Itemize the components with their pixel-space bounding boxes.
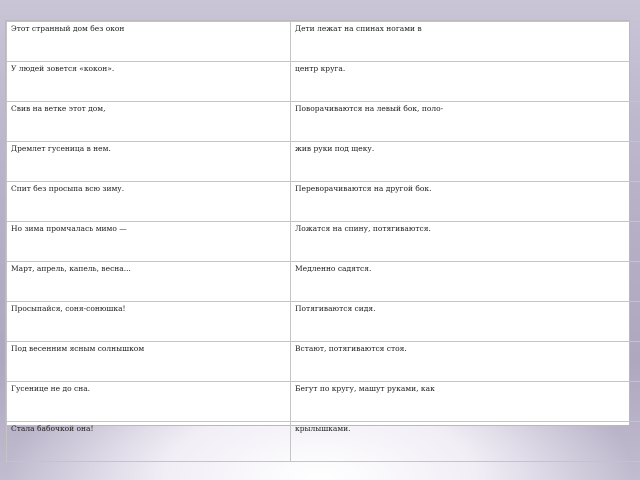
table-row xyxy=(7,62,640,102)
poem-line: Гусенице не до сна. xyxy=(7,382,291,422)
poem-line: Но зима промчалась мимо — xyxy=(7,222,291,262)
poem-line: Дремлет гусеница в нем. xyxy=(7,142,291,182)
poem-line: Под весенним ясным солнышком xyxy=(7,342,291,382)
table-row xyxy=(7,102,640,142)
poem-line: Просыпайся, соня-сонюшка! xyxy=(7,302,291,342)
poem-table-container xyxy=(5,20,630,433)
movement-instruction: центр круга. xyxy=(291,62,640,102)
movement-instruction: Дети лежат на спинах ногами в xyxy=(291,22,640,62)
table-row xyxy=(7,142,640,182)
table-row xyxy=(7,382,640,422)
poem-line: Стала бабочкой она! xyxy=(7,422,291,462)
poem-line: Спит без просыпа всю зиму. xyxy=(7,182,291,222)
poem-line: Свив на ветке этот дом, xyxy=(7,102,291,142)
movement-instruction: Переворачиваются на другой бок. xyxy=(291,182,640,222)
poem-table xyxy=(6,21,640,462)
poem-line: Март, апрель, капель, весна... xyxy=(7,262,291,302)
movement-instruction: Ложатся на спину, потягиваются. xyxy=(291,222,640,262)
poem-line: У людей зовется «кокон». xyxy=(7,62,291,102)
table-row xyxy=(7,342,640,382)
table-row xyxy=(7,22,640,62)
movement-instruction: Поворачиваются на левый бок, поло- xyxy=(291,102,640,142)
table-row xyxy=(7,262,640,302)
movement-instruction: Встают, потягиваются стоя. xyxy=(291,342,640,382)
poem-line: Этот странный дом без окон xyxy=(7,22,291,62)
table-row xyxy=(7,222,640,262)
movement-instruction: крылышками. xyxy=(291,422,640,462)
movement-instruction: Потягиваются сидя. xyxy=(291,302,640,342)
table-row xyxy=(7,182,640,222)
movement-instruction: жив руки под щеку. xyxy=(291,142,640,182)
movement-instruction: Медленно садятся. xyxy=(291,262,640,302)
table-row xyxy=(7,422,640,462)
table-row xyxy=(7,302,640,342)
movement-instruction: Бегут по кругу, машут руками, как xyxy=(291,382,640,422)
